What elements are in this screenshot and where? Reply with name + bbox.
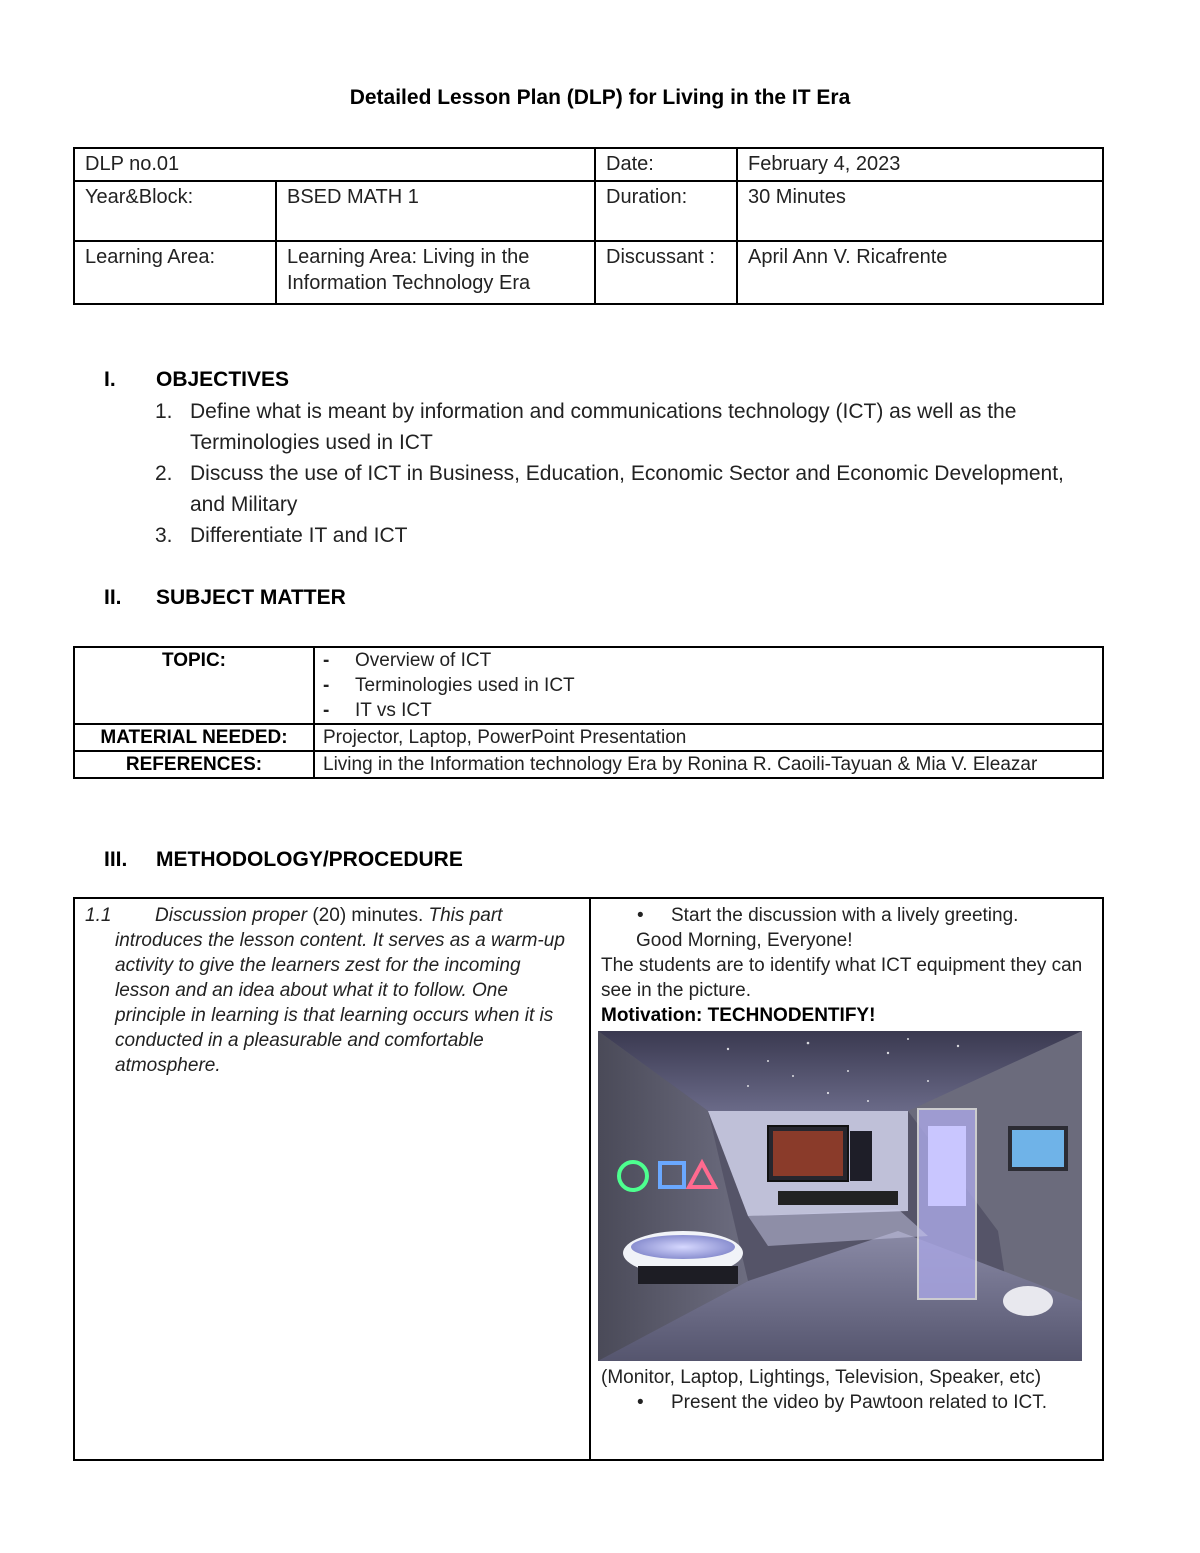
- lesson-info-table: [73, 147, 1104, 305]
- topic-label: TOPIC:: [74, 647, 314, 724]
- topic-list-cell: [314, 647, 1103, 724]
- discussant-value: April Ann V. Ricafrente: [737, 241, 1103, 304]
- objectives-title: OBJECTIVES: [156, 368, 290, 391]
- date-value: February 4, 2023: [737, 148, 1103, 181]
- activity-cell: [590, 898, 1103, 1460]
- learning-area-label: Learning Area:: [74, 241, 276, 304]
- year-block-value: BSED MATH 1: [276, 181, 595, 241]
- objective-item: [155, 520, 1095, 551]
- subject-matter-heading: [104, 586, 346, 610]
- objectives-numeral: I.: [104, 368, 116, 391]
- duration-value: 30 Minutes: [737, 181, 1103, 241]
- objective-text: Define what is meant by information and communications technology (ICT) as well as the Terminologies used in ICT: [190, 400, 1017, 454]
- dlp-number: DLP no.01: [74, 148, 595, 181]
- topic-item: - Overview of ICT: [355, 648, 1094, 673]
- objective-text: Discuss the use of ICT in Business, Education, Economic Sector and Economic Development, and Military: [190, 462, 1064, 516]
- video-bullet: • Present the video by Pawtoon related to ICT.: [601, 1390, 1092, 1415]
- references-value: Living in the Information technology Era by Ronina R. Caoili-Tayuan & Mia V. Eleazar: [314, 751, 1103, 778]
- room-illustration: [598, 1031, 1082, 1361]
- methodology-table: [73, 897, 1104, 1461]
- document-title: Detailed Lesson Plan (DLP) for Living in the IT Era: [349, 86, 851, 109]
- learning-area-value: Learning Area: Living in the Information Technology Era: [276, 241, 595, 304]
- step-title: Discussion proper: [155, 905, 308, 926]
- methodology-title: METHODOLOGY/PROCEDURE: [156, 848, 463, 871]
- topic-item: - Terminologies used in ICT: [355, 673, 1094, 698]
- equipment-caption: (Monitor, Laptop, Lightings, Television, Speaker, etc): [601, 1367, 1042, 1388]
- step-duration: (20) minutes.: [307, 905, 424, 926]
- futuristic-bathroom-photo: [598, 1031, 1082, 1361]
- motivation-title: Motivation: TECHNODENTIFY!: [601, 1005, 876, 1026]
- references-label: REFERENCES:: [74, 751, 314, 778]
- material-label: MATERIAL NEEDED:: [74, 724, 314, 751]
- step-number: 1.1: [85, 905, 112, 926]
- objective-number: 3.: [155, 524, 173, 547]
- objectives-heading: [104, 368, 289, 392]
- subject-matter-title: SUBJECT MATTER: [156, 586, 346, 609]
- objective-number: 2.: [155, 462, 173, 485]
- topic-list: [323, 648, 1094, 723]
- objective-text: Differentiate IT and ICT: [190, 524, 408, 547]
- discussion-cell: [74, 898, 590, 1460]
- methodology-heading: [104, 848, 463, 872]
- material-value: Projector, Laptop, PowerPoint Presentation: [314, 724, 1103, 751]
- objectives-list: [155, 396, 1095, 551]
- discussant-label: Discussant :: [595, 241, 737, 304]
- greeting-bullet: • Start the discussion with a lively greeting.: [601, 903, 1092, 928]
- discussion-proper-text: [85, 903, 579, 1078]
- greeting-text: Good Morning, Everyone!: [636, 930, 853, 951]
- methodology-numeral: III.: [104, 848, 128, 871]
- topic-item: - IT vs ICT: [355, 698, 1094, 723]
- subject-matter-table: [73, 646, 1104, 779]
- subject-matter-numeral: II.: [104, 586, 122, 609]
- date-label: Date:: [595, 148, 737, 181]
- instruction-text: The students are to identify what ICT equipment they can see in the picture.: [601, 955, 1083, 1001]
- objective-number: 1.: [155, 400, 173, 423]
- step-description: This part introduces the lesson content. It serves as a warm-up activity to give the learners zest for the incoming lesson and an idea about what it to follow. One principle in learning is that learning occurs when it is conducted in a pleasurable and comfortable atmosphere.: [115, 905, 565, 1076]
- duration-label: Duration:: [595, 181, 737, 241]
- year-block-label: Year&Block:: [74, 181, 276, 241]
- objective-item: [155, 396, 1095, 458]
- objective-item: [155, 458, 1095, 520]
